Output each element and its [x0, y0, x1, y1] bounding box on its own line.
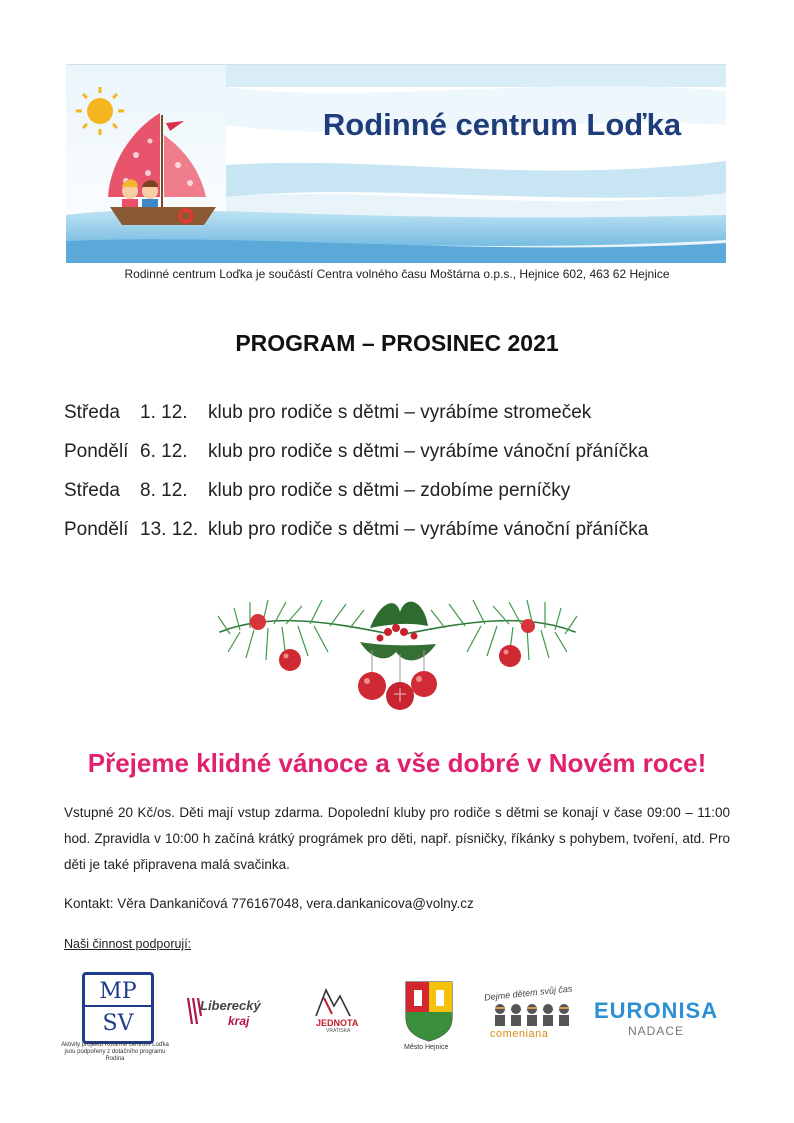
schedule-date: 1. 12.: [140, 402, 188, 423]
schedule-item: [64, 441, 744, 480]
christmas-garland-icon: [210, 572, 585, 722]
hejnice-coat-of-arms-icon: [404, 980, 454, 1042]
schedule-day: Středa: [64, 480, 120, 501]
schedule-desc: klub pro rodiče s dětmi – vyrábíme vánoční přáníčka: [208, 441, 649, 462]
page-title: Rodinné centrum Loďka: [322, 107, 682, 142]
hejnice-caption: Město Hejnice: [404, 1044, 449, 1051]
mpsv-logo-top: MP: [85, 979, 151, 1007]
organization-subline: Rodinné centrum Loďka je součástí Centra volného času Moštárna o.p.s., Hejnice 602, 463 62 Hejnice: [124, 267, 670, 281]
header-banner: [66, 64, 726, 263]
mpsv-logo: [82, 972, 154, 1044]
comeniana-logo: comeniana: [490, 1028, 549, 1040]
euronisa-nadace: NADACE: [628, 1024, 685, 1038]
schedule-item: [64, 519, 744, 558]
sailboat-illustration: [66, 65, 726, 263]
schedule-date: 8. 12.: [140, 480, 188, 501]
sponsor-logos: [60, 962, 740, 1072]
info-paragraph: Vstupné 20 Kč/os. Děti mají vstup zdarma. Dopolední kluby pro rodiče s dětmi se konají v čase 09:00 – 11:00 hod. Zpravidla v 10:00 h začíná krátký prográmek pro děti, např. písničky, říkánky s pohybem, tvoření, atd. Pro děti je také připravena malá svačinka.: [64, 805, 730, 872]
schedule-day: Středa: [64, 402, 120, 423]
program-title: PROGRAM – PROSINEC 2021: [235, 330, 559, 356]
euronisa-logo: EURONISA: [594, 998, 719, 1023]
schedule-day: Pondělí: [64, 441, 129, 462]
schedule-desc: klub pro rodiče s dětmi – vyrábíme vánoční přáníčka: [208, 519, 649, 540]
schedule-date: 13. 12.: [140, 519, 199, 540]
schedule-desc: klub pro rodiče s dětmi – vyrábíme stromeček: [208, 402, 592, 423]
liberecky-kraj-logo-kraj: kraj: [228, 1014, 250, 1028]
schedule-day: Pondělí: [64, 519, 129, 540]
schedule-date: 6. 12.: [140, 441, 188, 462]
season-greeting: Přejeme klidné vánoce a vše dobré v Novém roce!: [87, 748, 707, 778]
schedule-list: [64, 402, 744, 558]
schedule-desc: klub pro rodiče s dětmi – zdobíme perníčky: [208, 480, 571, 501]
mpsv-caption: Aktivity projektu Rodinné centrum Loďka jsou podpořeny z dotačního programu Rodina: [61, 1042, 169, 1062]
liberecky-kraj-logo: Liberecký: [200, 998, 261, 1013]
mpsv-logo-bottom: SV: [102, 1011, 134, 1036]
jednota-logo-sub: VRATISKA: [326, 1028, 351, 1034]
supporters-heading: Naši činnost podporují:: [64, 937, 192, 951]
children-figures-icon: [492, 1002, 576, 1028]
jednota-logo: JEDNOTA: [316, 1018, 359, 1028]
contact-line: Kontakt: Věra Dankaničová 776167048, vera.dankanicova@volny.cz: [64, 896, 474, 911]
comeniana-slogan: Dejme dětem svůj čas: [483, 983, 573, 1003]
jednota-logo-icon: [310, 984, 354, 1018]
schedule-item: [64, 402, 744, 441]
schedule-item: [64, 480, 744, 519]
